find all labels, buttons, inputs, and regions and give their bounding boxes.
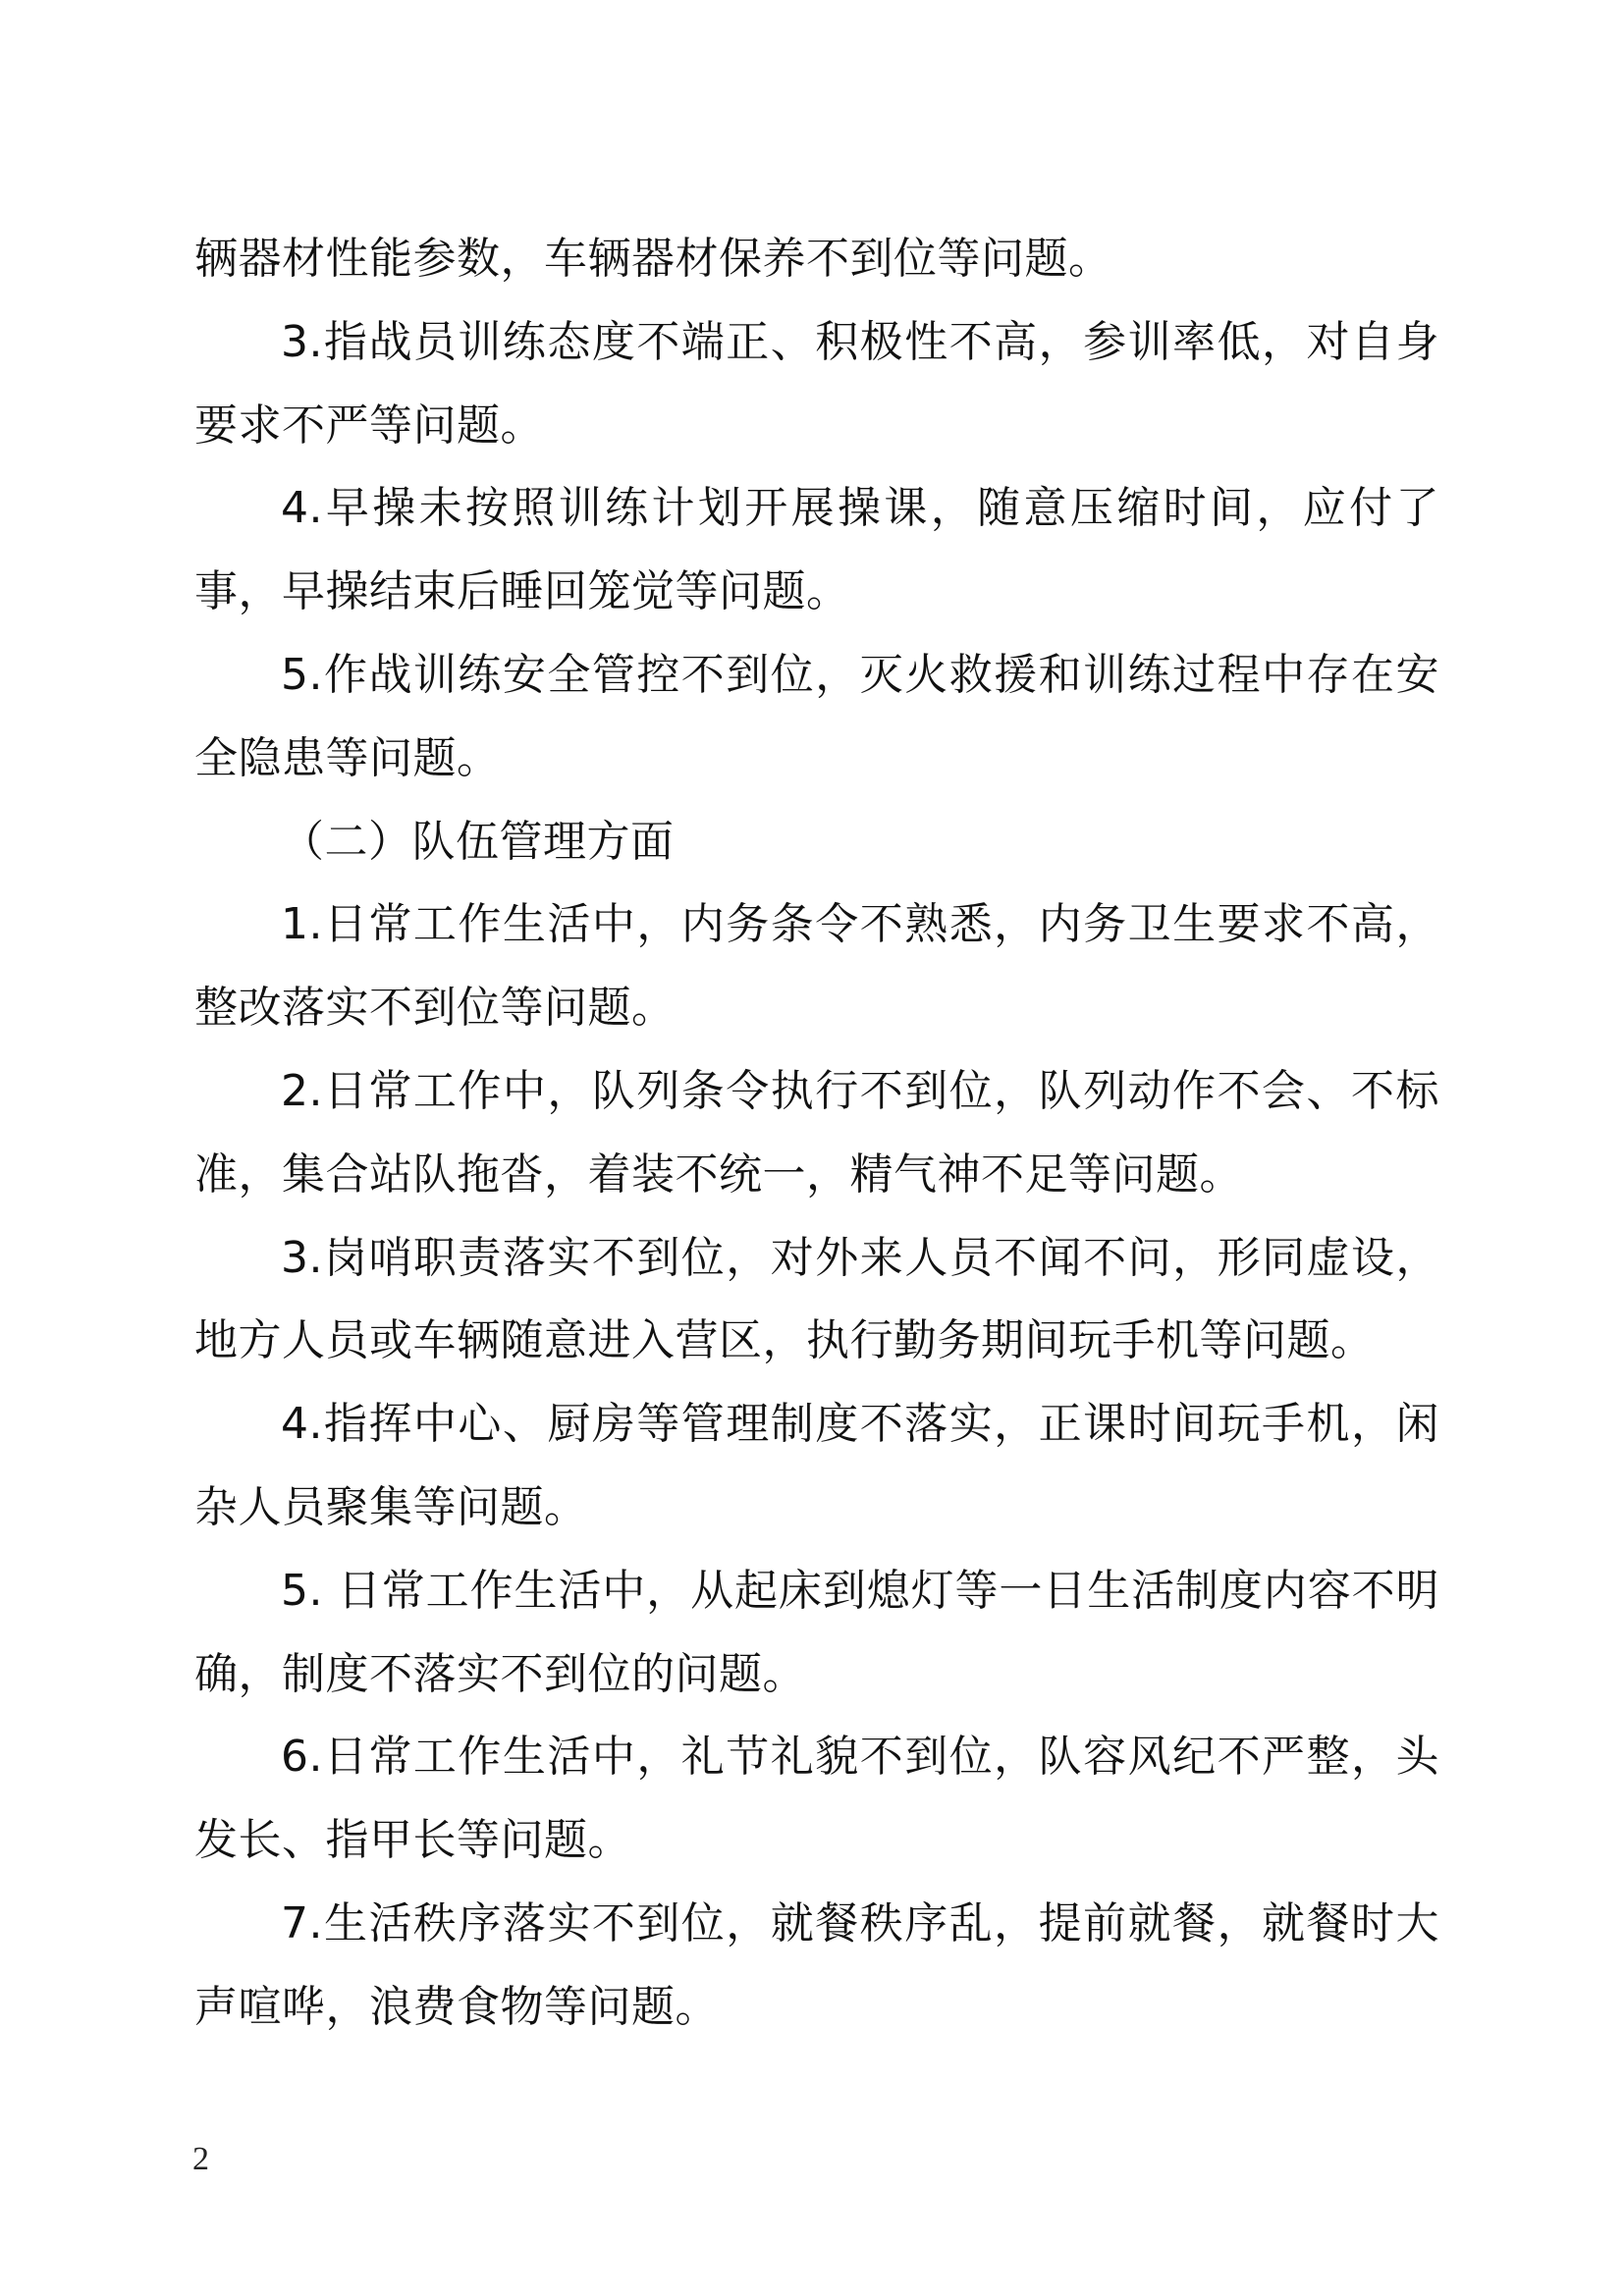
paragraph-continuation: 辆器材性能参数，车辆器材保养不到位等问题。 xyxy=(194,234,1112,284)
paragraph-management-item-4: 4.指挥中心、厨房等管理制度不落实，正课时间玩手机，闲杂人员聚集等问题。 xyxy=(194,1399,1439,1532)
paragraph-management-item-3: 3.岗哨职责落实不到位，对外来人员不闻不问，形同虚设，地方人员或车辆随意进入营区，执行勤务期间玩手机等问题。 xyxy=(194,1232,1439,1366)
paragraph-management-item-2: 2.日常工作中，队列条令执行不到位，队列动作不会、不标准，集合站队拖沓，着装不统一，精气神不足等问题。 xyxy=(194,1065,1439,1200)
paragraph-management-item-1: 1.日常工作生活中，内务条令不熟悉，内务卫生要求不高，整改落实不到位等问题。 xyxy=(194,899,1439,1034)
paragraph-management-item-6: 6.日常工作生活中，礼节礼貌不到位，队容风纪不严整，头发长、指甲长等问题。 xyxy=(194,1732,1439,1866)
document-body xyxy=(194,218,1439,2050)
paragraph-management-item-7: 7.生活秩序落实不到位，就餐秩序乱，提前就餐，就餐时大声喧哗，浪费食物等问题。 xyxy=(194,1897,1439,2032)
paragraph-training-item-4: 4.早操未按照训练计划开展操课，随意压缩时间，应付了事，早操结束后睡回笼觉等问题。 xyxy=(194,483,1439,617)
page-number: 2 xyxy=(192,2141,209,2177)
paragraph-management-item-5: 5. 日常工作生活中，从起床到熄灯等一日生活制度内容不明确，制度不落实不到位的问题。 xyxy=(194,1565,1439,1699)
paragraph-training-item-3: 3.指战员训练态度不端正、积极性不高，参训率低，对自身要求不严等问题。 xyxy=(194,316,1439,451)
section-heading-team-management: （二）队伍管理方面 xyxy=(281,816,675,867)
paragraph-training-item-5: 5.作战训练安全管控不到位，灭火救援和训练过程中存在安全隐患等问题。 xyxy=(194,649,1439,783)
